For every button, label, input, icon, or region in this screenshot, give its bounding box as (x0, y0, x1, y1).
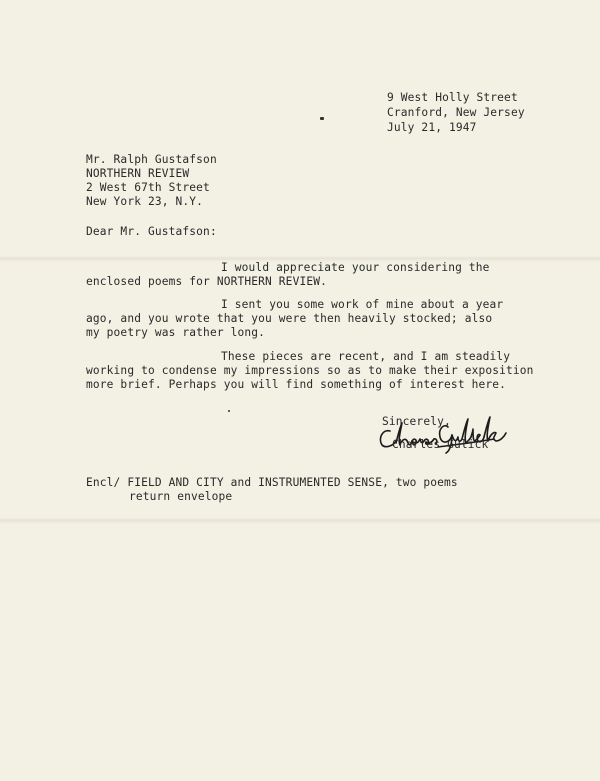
sender-city: Cranford, New Jersey (387, 106, 525, 119)
typed-signature-name: Charles Gulick (392, 438, 489, 451)
paragraph-3-line-1: These pieces are recent, and I am steadily (221, 350, 511, 363)
ink-speck (320, 117, 324, 120)
closing: Sincerely, (382, 415, 451, 428)
paragraph-1-line-1: I would appreciate your considering the (221, 261, 490, 274)
recipient-name: Mr. Ralph Gustafson (86, 153, 217, 166)
letter-date: July 21, 1947 (387, 121, 477, 134)
paragraph-3-line-3: more brief. Perhaps you will find something of interest here. (86, 378, 507, 391)
paragraph-2-line-2: ago, and you wrote that you were then heavily stocked; also (86, 312, 493, 325)
paragraph-1-line-2: enclosed poems for NORTHERN REVIEW. (86, 275, 327, 288)
paragraph-2-line-1: I sent you some work of mine about a year (221, 298, 504, 311)
enclosure-line-2: return envelope (129, 490, 233, 503)
recipient-city: New York 23, N.Y. (86, 195, 204, 208)
paragraph-3-line-2: working to condense my impressions so as to make their exposition (86, 364, 534, 377)
recipient-organization: NORTHERN REVIEW (86, 167, 190, 180)
sender-street: 9 West Holly Street (387, 91, 518, 104)
ink-speck (228, 410, 230, 412)
recipient-street: 2 West 67th Street (86, 181, 210, 194)
salutation: Dear Mr. Gustafson: (86, 225, 217, 238)
paragraph-2-line-3: my poetry was rather long. (86, 326, 266, 339)
enclosure-line-1: Encl/ FIELD AND CITY and INSTRUMENTED SENSE, two poems (86, 476, 458, 489)
